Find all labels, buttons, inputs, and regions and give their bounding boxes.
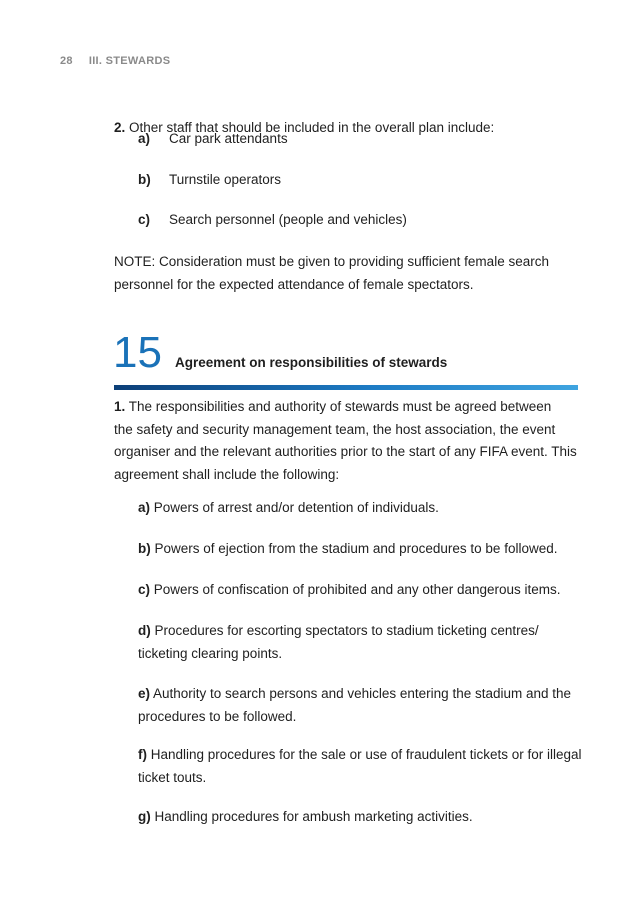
responsibility-item-f [138, 744, 588, 789]
item-text: Powers of ejection from the stadium and procedures to be followed. [150, 541, 558, 556]
item-label: b) [138, 541, 151, 556]
item-label: g) [138, 809, 151, 824]
staff-item-label: b) [138, 172, 151, 187]
responsibility-item-e [138, 683, 588, 728]
para-number: 1. [114, 399, 126, 414]
item-label: c) [138, 582, 151, 597]
item-label: f) [138, 747, 147, 762]
item-text: Powers of arrest and/or detention of individuals. [150, 500, 439, 515]
section-divider [114, 385, 578, 390]
item-text-continued: procedures to be followed. [138, 708, 297, 724]
note-line: NOTE: Consideration must be given to providing sufficient female search [114, 254, 549, 269]
running-section-title: III. STEWARDS [88, 55, 171, 67]
item-text: Handling procedures for the sale or use of fraudulent tickets or for illegal [147, 747, 582, 762]
section-title: Agreement on responsibilities of stewards [175, 355, 448, 370]
note-line: personnel for the expected attendance of female spectators. [114, 276, 474, 292]
item-text: Powers of confiscation of prohibited and any other dangerous items. [150, 582, 561, 597]
responsibilities-paragraph [114, 396, 584, 486]
staff-item-text: Turnstile operators [169, 172, 282, 187]
section-number: 15 [113, 328, 162, 377]
staff-item-label: a) [138, 131, 151, 146]
item-text-continued: ticket touts. [138, 769, 207, 785]
intro-text: Other staff that should be included in the overall plan include: [125, 120, 495, 135]
item-text: Authority to search persons and vehicles entering the stadium and the [150, 686, 572, 701]
para-line: agreement shall include the following: [114, 466, 340, 482]
intro-number: 2. [114, 120, 126, 135]
staff-item-label: c) [138, 212, 151, 227]
staff-item-a [138, 128, 288, 150]
responsibility-item-b [138, 538, 588, 561]
para-line: organiser and the relevant authorities prior to the start of any FIFA event. This [114, 444, 577, 459]
staff-item-c [138, 209, 407, 231]
staff-item-b [138, 169, 281, 191]
staff-item-text: Car park attendants [169, 131, 288, 146]
item-label: a) [138, 500, 151, 515]
staff-item-text: Search personnel (people and vehicles) [169, 212, 407, 227]
para-line: 1. The responsibilities and authority of stewards must be agreed between [114, 399, 552, 414]
page-header [60, 55, 170, 67]
item-text: Procedures for escorting spectators to stadium ticketing centres/ [150, 623, 539, 638]
responsibility-item-g [138, 806, 588, 829]
item-label: d) [138, 623, 151, 638]
para-line: the safety and security management team, the host association, the event [114, 421, 556, 437]
item-text: Handling procedures for ambush marketing activities. [150, 809, 473, 824]
item-label: e) [138, 686, 151, 701]
note-paragraph [114, 251, 584, 296]
item-text-continued: ticketing clearing points. [138, 645, 283, 661]
responsibility-item-a [138, 497, 588, 520]
page-number: 28 [60, 55, 73, 67]
responsibility-item-d [138, 620, 588, 665]
responsibility-item-c [138, 579, 588, 602]
